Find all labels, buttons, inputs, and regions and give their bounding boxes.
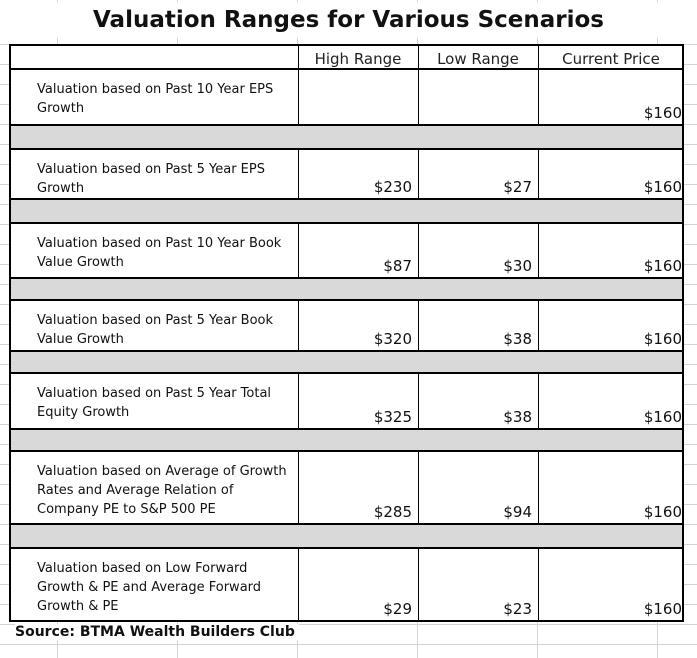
- low-range-value: $94: [503, 503, 532, 521]
- header-current-price: Current Price: [562, 50, 660, 68]
- current-price-value: $160: [643, 178, 682, 196]
- valuation-table: [9, 44, 684, 622]
- high-range-value: $285: [373, 503, 412, 521]
- current-price-value: $160: [643, 330, 682, 348]
- header-low-range: Low Range: [437, 50, 519, 68]
- high-range-value: $325: [373, 408, 412, 426]
- row-label: Valuation based on Past 5 Year EPS Growth: [37, 162, 265, 196]
- high-range-value: $230: [373, 178, 412, 196]
- low-range-value: $30: [503, 257, 532, 275]
- low-range-value: $23: [503, 600, 532, 618]
- table-row: [11, 224, 682, 279]
- current-price-value: $160: [643, 408, 682, 426]
- header-high-range: High Range: [314, 50, 402, 68]
- spacer-row: [11, 126, 682, 150]
- row-label: Valuation based on Past 10 Year EPS Growth: [37, 82, 274, 116]
- row-label: Valuation based on Past 5 Year Book Value Growth: [37, 313, 274, 347]
- row-label: Valuation based on Past 5 Year Total Equity Growth: [37, 386, 272, 420]
- high-range-value: $29: [383, 600, 412, 618]
- spacer-row: [11, 525, 682, 549]
- table-row: [11, 549, 682, 620]
- table-row: [11, 70, 682, 126]
- current-price-value: $160: [643, 104, 682, 122]
- source-note: Source: BTMA Wealth Builders Club: [15, 624, 299, 640]
- high-range-value: $87: [383, 257, 412, 275]
- spacer-row: [11, 352, 682, 374]
- low-range-value: $38: [503, 330, 532, 348]
- current-price-value: $160: [643, 503, 682, 521]
- high-range-value: $320: [373, 330, 412, 348]
- table-row: [11, 452, 682, 525]
- table-row: [11, 301, 682, 352]
- spacer-row: [11, 279, 682, 301]
- table-row: [11, 374, 682, 430]
- low-range-value: $38: [503, 408, 532, 426]
- current-price-value: $160: [643, 257, 682, 275]
- spacer-row: [11, 200, 682, 224]
- row-label: Valuation based on Past 10 Year Book Value Growth: [37, 236, 282, 270]
- table-header-row: [11, 46, 682, 70]
- row-label: Valuation based on Low Forward Growth & PE and Average Forward Growth & PE: [37, 561, 262, 614]
- table-row: [11, 150, 682, 200]
- row-label: Valuation based on Average of Growth Rates and Average Relation of Company PE to S&P 500 PE: [37, 464, 287, 517]
- low-range-value: $27: [503, 178, 532, 196]
- page-title: Valuation Ranges for Various Scenarios: [0, 2, 697, 38]
- spacer-row: [11, 430, 682, 452]
- current-price-value: $160: [643, 600, 682, 618]
